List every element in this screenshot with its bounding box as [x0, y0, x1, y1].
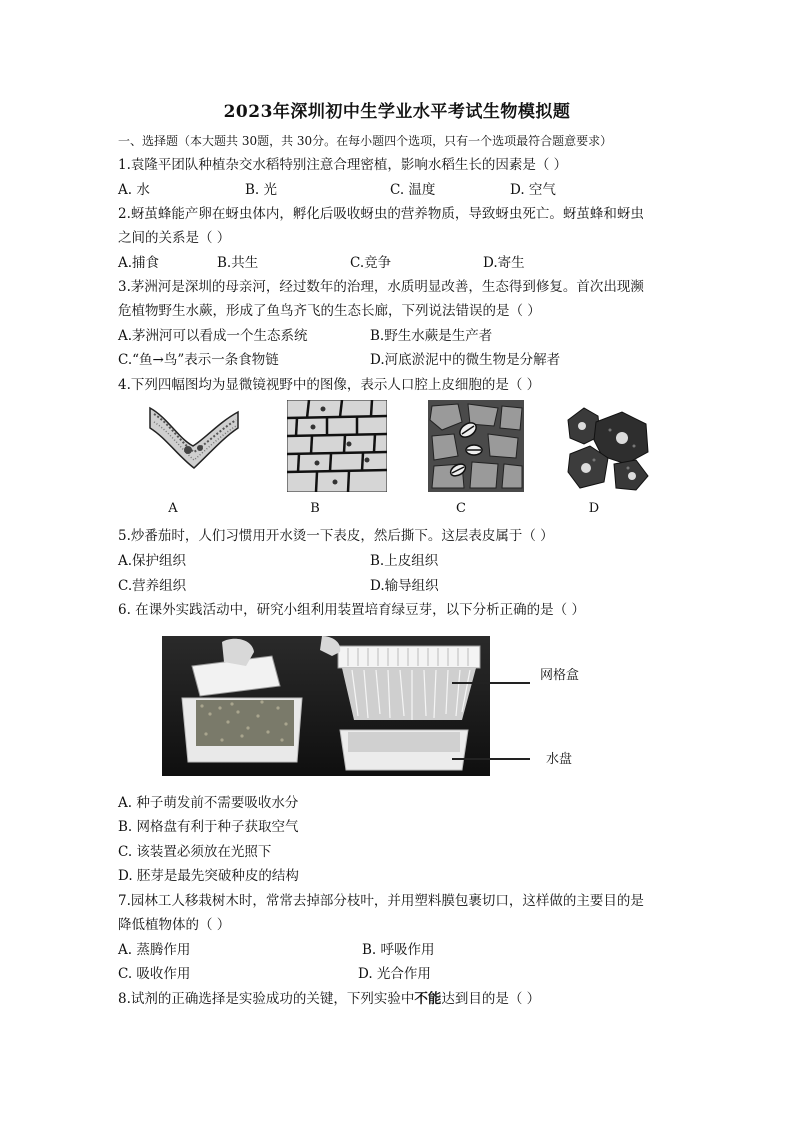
- micrograph-c-stomata: [428, 400, 524, 492]
- q5-option-a: A.保护组织: [118, 553, 187, 569]
- q8-stem-emphasis: 不能: [414, 991, 442, 1007]
- q8-stem-post: 达到目的是（ ）: [441, 991, 541, 1007]
- q7-option-c: C. 吸收作用: [118, 966, 191, 982]
- micrograph-a-leaf-section: [148, 398, 240, 490]
- callout-water-tray: 水盘: [546, 752, 573, 767]
- q2-stem-line2: 之间的关系是（ ）: [118, 230, 231, 246]
- q6-option-a: A. 种子萌发前不需要吸收水分: [118, 795, 299, 811]
- callout-line-grid-box: [452, 682, 530, 684]
- q8-stem: [118, 990, 540, 1008]
- q1-stem: 1.袁隆平团队种植杂交水稻特别注意合理密植，影响水稻生长的因素是（ ）: [118, 157, 568, 173]
- q6-option-b: B. 网格盘有利于种子获取空气: [118, 819, 299, 835]
- q1-option-a: A. 水: [118, 182, 150, 198]
- q3-option-a: A.茅洲河可以看成一个生态系统: [118, 328, 308, 344]
- q3-option-c: C.“鱼→鸟”表示一条食物链: [118, 352, 279, 368]
- q6-option-c: C. 该装置必须放在光照下: [118, 844, 272, 860]
- q4-stem: 4.下列四幅图均为显微镜视野中的图像，表示人口腔上皮细胞的是（ ）: [118, 377, 541, 393]
- q7-stem-line1: 7.园林工人移栽树木时，常常去掉部分枝叶，并用塑料膜包裹切口，这样做的主要目的是: [118, 893, 644, 909]
- page-title: 2023年深圳初中生学业水平考试生物模拟题: [223, 102, 571, 122]
- q3-stem-line2: 危植物野生水蕨，形成了鱼鸟齐飞的生态长廊，下列说法错误的是（ ）: [118, 303, 541, 319]
- callout-line-water-tray: [452, 758, 530, 760]
- q5-option-d: D.输导组织: [370, 578, 439, 594]
- micrograph-label-b: B: [310, 501, 320, 516]
- q6-option-d: D. 胚芽是最先突破种皮的结构: [118, 868, 299, 884]
- micrograph-label-d: D: [588, 501, 600, 516]
- q7-option-a: A. 蒸腾作用: [118, 942, 191, 958]
- q2-option-c: C.竞争: [350, 255, 392, 271]
- q6-stem: 6. 在课外实践活动中，研究小组利用装置培育绿豆芽，以下分析正确的是（ ）: [118, 602, 585, 618]
- section-header: 一、选择题（本大题共 30题，共 30分。在每小题四个选项，只有一个选项最符合题意要求）: [118, 134, 613, 148]
- q5-option-b: B.上皮组织: [370, 553, 439, 569]
- q5-stem: 5.炒番茄时，人们习惯用开水烫一下表皮，然后撕下。这层表皮属于（ ）: [118, 528, 554, 544]
- q1-option-d: D. 空气: [510, 182, 556, 198]
- q5-option-c: C.营养组织: [118, 578, 187, 594]
- q1-option-c: C. 温度: [390, 182, 436, 198]
- q1-option-b: B. 光: [245, 182, 278, 198]
- q8-stem-pre: 8.试剂的正确选择是实验成功的关键，下列实验中: [118, 991, 415, 1007]
- callout-grid-box: 网格盒: [540, 668, 580, 683]
- micrograph-label-a: A: [168, 501, 178, 516]
- q7-stem-line2: 降低植物体的（ ）: [118, 917, 231, 933]
- q2-option-a: A.捕食: [118, 255, 160, 271]
- q7-option-d: D. 光合作用: [358, 966, 431, 982]
- micrograph-label-c: C: [456, 501, 466, 516]
- sprouting-device-photo: [162, 636, 490, 776]
- q3-option-b: B.野生水蕨是生产者: [370, 328, 493, 344]
- q3-option-d: D.河底淤泥中的微生物是分解者: [370, 352, 561, 368]
- q2-option-d: D.寄生: [483, 255, 525, 271]
- q3-stem-line1: 3.茅洲河是深圳的母亲河，经过数年的治理，水质明显改善，生态得到修复。首次出现濒: [118, 279, 644, 295]
- q7-option-b: B. 呼吸作用: [362, 942, 435, 958]
- q2-option-b: B.共生: [217, 255, 259, 271]
- micrograph-b-onion-epidermis: [287, 400, 387, 492]
- micrograph-d-cheek-cells: [566, 402, 656, 492]
- q2-stem-line1: 2.蚜茧蜂能产卵在蚜虫体内，孵化后吸收蚜虫的营养物质，导致蚜虫死亡。蚜茧蜂和蚜虫: [118, 206, 644, 222]
